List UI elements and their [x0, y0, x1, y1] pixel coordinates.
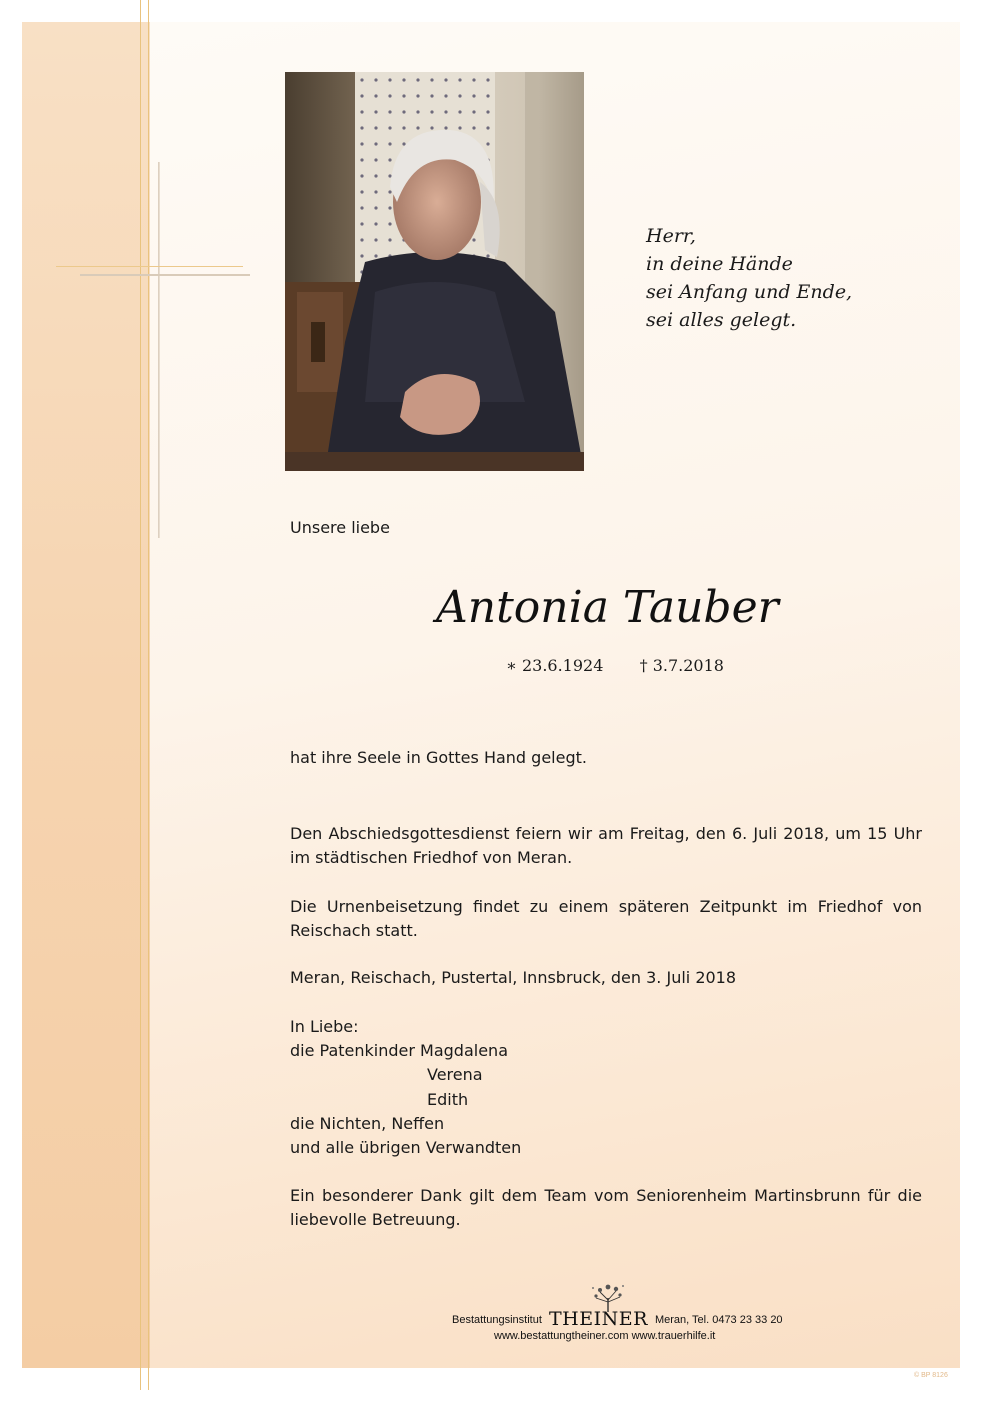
footer-brand: THEINER [548, 1308, 648, 1330]
thanks-paragraph: Ein besonderer Dank gilt dem Team vom Seniorenheim Martinsbrunn für die liebevolle Betreuung. [290, 1186, 922, 1229]
mourner-line: die Patenkinder Magdalena [290, 1041, 508, 1061]
urn-paragraph: Die Urnenbeisetzung findet zu einem späteren Zeitpunkt im Friedhof von Reischach statt. [290, 897, 922, 940]
mourner-line: Verena [427, 1065, 483, 1085]
birth-star-icon: ∗ [506, 656, 517, 675]
place-date-line: Meran, Reischach, Pustertal, Innsbruck, den 3. Juli 2018 [290, 968, 737, 987]
life-dates [506, 656, 724, 675]
intro-text: Unsere liebe [290, 518, 390, 537]
footer-websites: www.bestattungtheiner.com www.trauerhilfe.it [494, 1330, 716, 1342]
deceased-name: Antonia Tauber [436, 582, 779, 633]
mourner-line: und alle übrigen Verwandten [290, 1138, 522, 1158]
mourner-line: die Nichten, Neffen [290, 1113, 445, 1133]
funeral-home-footer [420, 1282, 840, 1352]
portrait-photo [285, 72, 584, 471]
cross-horizontal-beam-gold [56, 266, 243, 267]
cross-vertical-beam [158, 162, 160, 538]
footer-contact: Meran, Tel. 0473 23 33 20 [654, 1314, 783, 1326]
verse-line: sei Anfang und Ende, [646, 281, 853, 303]
verse [646, 222, 946, 334]
death-date: 3.7.2018 [652, 656, 724, 675]
soul-line: hat ihre Seele in Gottes Hand gelegt. [290, 748, 587, 767]
death-cross-icon: † [639, 656, 648, 675]
footer-institute: Bestattungsinstitut [452, 1314, 542, 1326]
service-paragraph: Den Abschiedsgottesdienst feiern wir am Freitag, den 6. Juli 2018, um 15 Uhr im städtischen Friedhof von Meran. [290, 824, 922, 867]
gold-line-left [140, 0, 141, 1390]
mourners-list [290, 1015, 521, 1160]
birth-date: 23.6.1924 [521, 656, 604, 675]
left-decorative-strip [22, 22, 150, 1368]
verse-line: in deine Hände [646, 253, 793, 275]
verse-line: sei alles gelegt. [646, 309, 797, 331]
verse-line: Herr, [646, 225, 696, 247]
cross-horizontal-beam-grey [80, 274, 250, 276]
mourner-line: Edith [427, 1089, 469, 1109]
template-code: © BP 8126 [914, 1372, 948, 1379]
gold-line-right [148, 0, 149, 1390]
mourners-lead: In Liebe: [290, 1017, 359, 1036]
